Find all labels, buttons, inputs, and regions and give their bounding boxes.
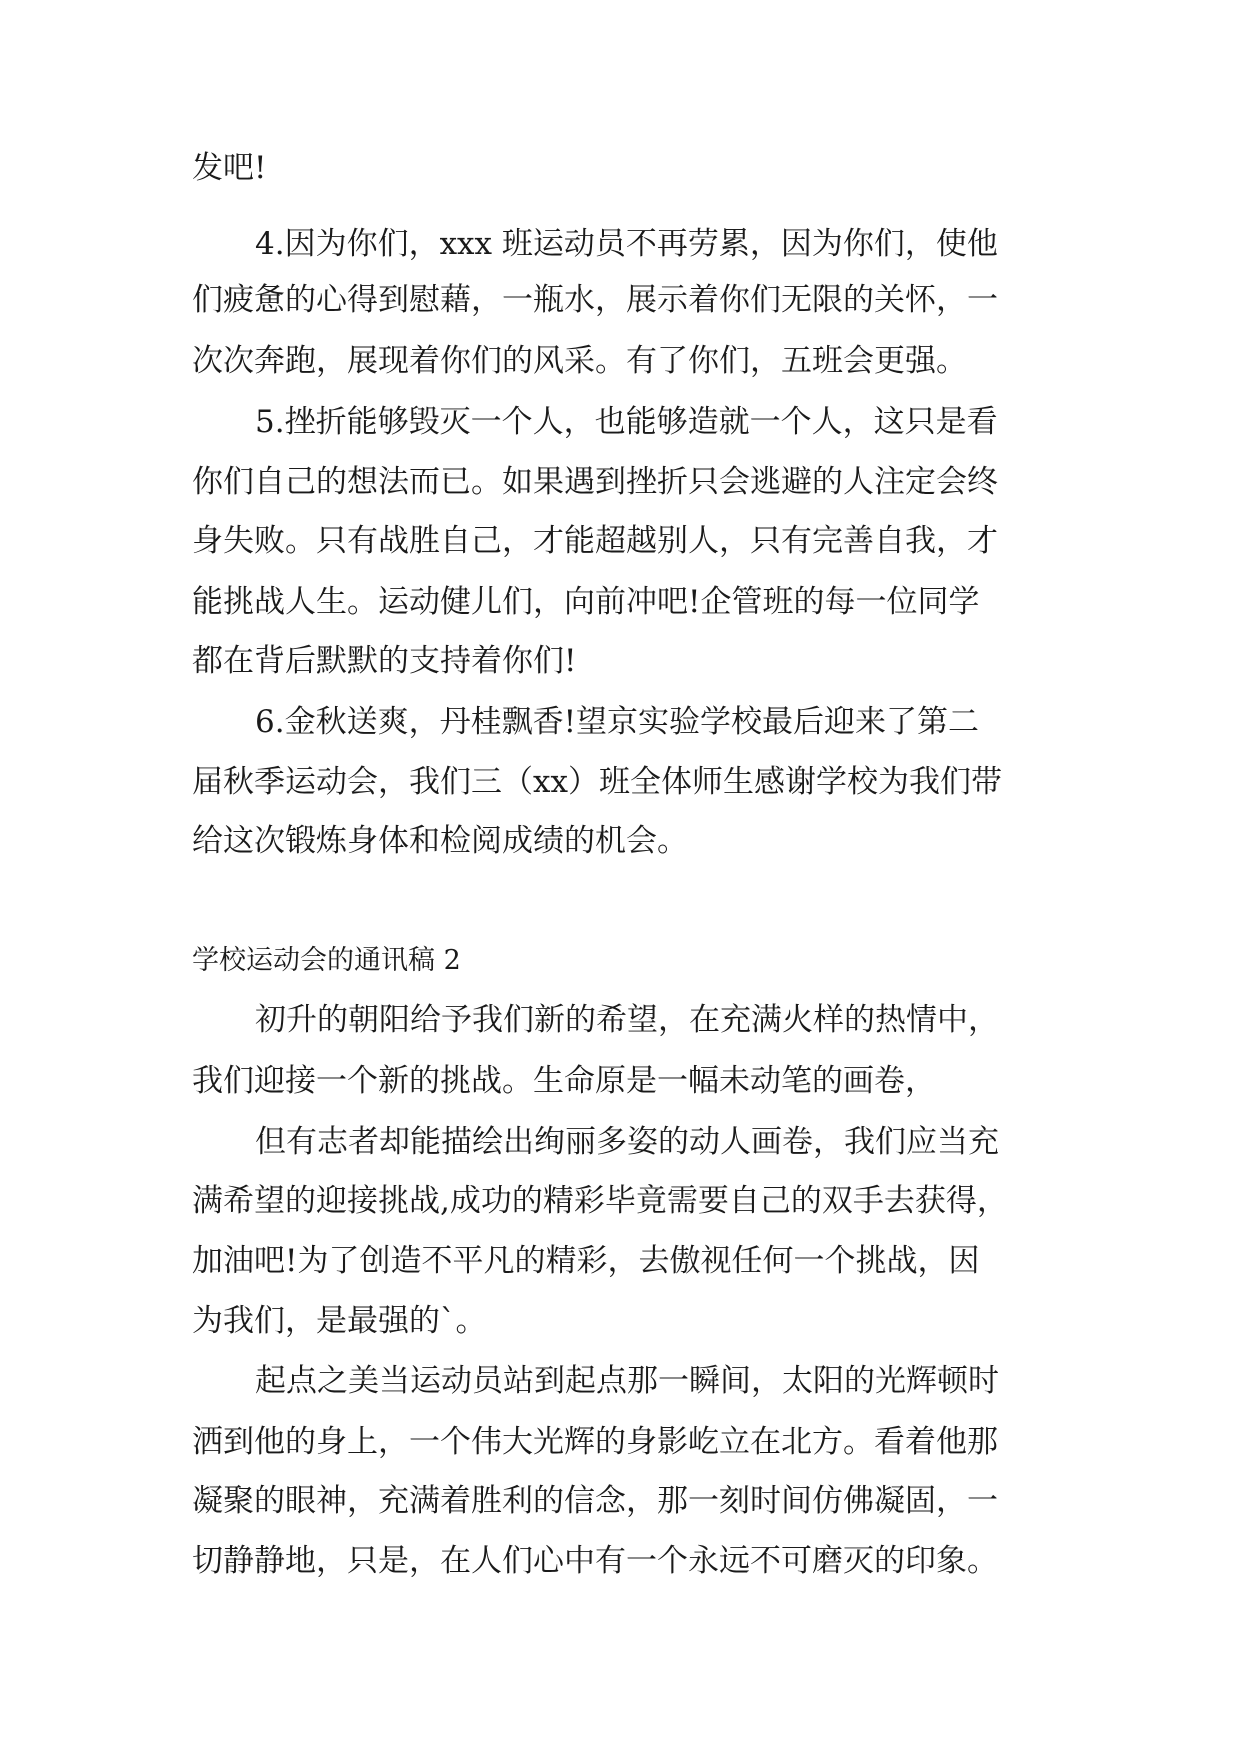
text-line: 给这次锻炼身体和检阅成绩的机会。: [192, 823, 688, 859]
text-line: 都在背后默默的支持着你们!: [192, 643, 577, 679]
text-line: 切静静地，只是，在人们心中有一个永远不可磨灭的印象。: [192, 1543, 998, 1579]
text-line: 能挑战人生。运动健儿们，向前冲吧!企管班的每一位同学: [192, 584, 980, 620]
text-line: 我们迎接一个新的挑战。生命原是一幅未动笔的画卷，: [192, 1063, 936, 1099]
paragraph-start: 初升的朝阳给予我们新的希望，在充满火样的热情中，: [255, 1002, 999, 1038]
paragraph-5-start: 5.挫折能够毁灭一个人，也能够造就一个人，这只是看: [255, 404, 998, 440]
paragraph-start: 起点之美当运动员站到起点那一瞬间，太阳的光辉顿时: [255, 1363, 999, 1399]
text-line: 身失败。只有战胜自己，才能超越别人，只有完善自我，才: [192, 523, 998, 559]
text-line: 次次奔跑，展现着你们的风采。有了你们，五班会更强。: [192, 343, 967, 379]
text-line: 凝聚的眼神，充满着胜利的信念，那一刻时间仿佛凝固，一: [192, 1483, 998, 1519]
paragraph-6-start: 6.金秋送爽，丹桂飘香!望京实验学校最后迎来了第二: [255, 704, 980, 740]
text-line: 们疲惫的心得到慰藉，一瓶水，展示着你们无限的关怀，一: [192, 282, 998, 318]
paragraph-start: 但有志者却能描绘出绚丽多姿的动人画卷，我们应当充: [255, 1124, 999, 1160]
text-line: 发吧!: [192, 150, 267, 186]
text-line: 为我们，是最强的`。: [192, 1303, 487, 1339]
text-line: 加油吧!为了创造不平凡的精彩，去傲视任何一个挑战，因: [192, 1243, 980, 1279]
section-title: 学校运动会的通讯稿 2: [192, 945, 461, 976]
text-line: 满希望的迎接挑战,成功的精彩毕竟需要自己的双手去获得，: [192, 1183, 1008, 1219]
text-line: 届秋季运动会，我们三（xx）班全体师生感谢学校为我们带: [192, 764, 1002, 800]
paragraph-4-start: 4.因为你们，xxx 班运动员不再劳累，因为你们，使他: [255, 226, 998, 262]
text-line: 洒到他的身上，一个伟大光辉的身影屹立在北方。看着他那: [192, 1424, 998, 1460]
text-line: 你们自己的想法而已。如果遇到挫折只会逃避的人注定会终: [192, 464, 998, 500]
